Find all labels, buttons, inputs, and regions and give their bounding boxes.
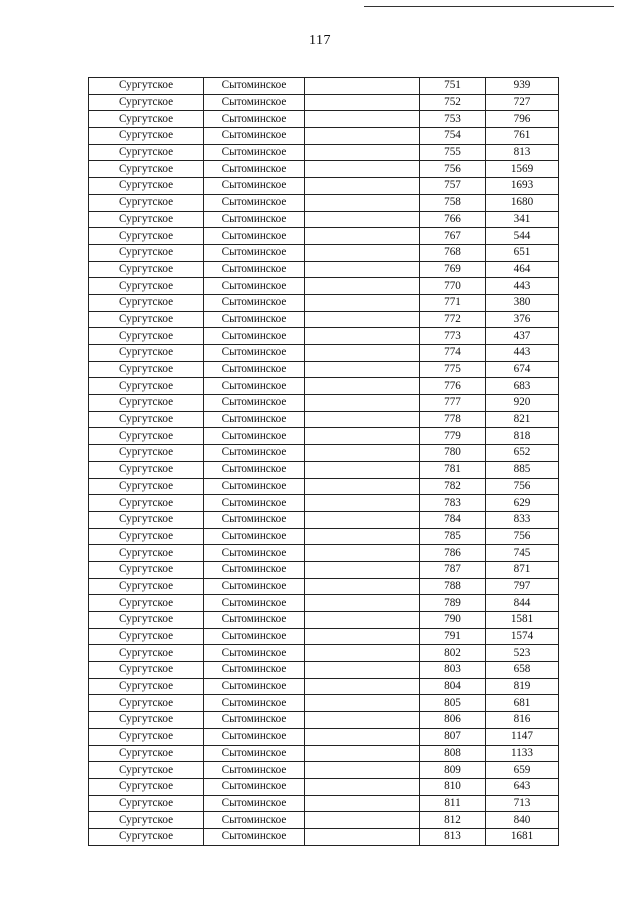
area-cell: Сытоминское — [204, 712, 305, 729]
field-cell: Сургутское — [89, 762, 204, 779]
blank-cell — [305, 628, 420, 645]
area-cell: Сытоминское — [204, 595, 305, 612]
table-row — [89, 728, 559, 745]
field-cell: Сургутское — [89, 578, 204, 595]
blank-cell — [305, 144, 420, 161]
number-cell: 783 — [420, 495, 486, 512]
area-cell: Сытоминское — [204, 662, 305, 679]
field-cell: Сургутское — [89, 745, 204, 762]
number-cell: 756 — [420, 161, 486, 178]
blank-cell — [305, 395, 420, 412]
blank-cell — [305, 361, 420, 378]
area-cell: Сытоминское — [204, 478, 305, 495]
area-cell: Сытоминское — [204, 311, 305, 328]
number-cell: 768 — [420, 244, 486, 261]
number-cell: 776 — [420, 378, 486, 395]
value-cell: 796 — [486, 111, 559, 128]
field-cell: Сургутское — [89, 712, 204, 729]
field-cell: Сургутское — [89, 795, 204, 812]
blank-cell — [305, 578, 420, 595]
table-row — [89, 228, 559, 245]
value-cell: 871 — [486, 561, 559, 578]
blank-cell — [305, 161, 420, 178]
area-cell: Сытоминское — [204, 378, 305, 395]
table-row — [89, 278, 559, 295]
value-cell: 756 — [486, 528, 559, 545]
value-cell: 939 — [486, 78, 559, 95]
value-cell: 683 — [486, 378, 559, 395]
number-cell: 773 — [420, 328, 486, 345]
field-cell: Сургутское — [89, 161, 204, 178]
area-cell: Сытоминское — [204, 345, 305, 362]
table-row — [89, 211, 559, 228]
field-cell: Сургутское — [89, 178, 204, 195]
value-cell: 681 — [486, 695, 559, 712]
value-cell: 651 — [486, 244, 559, 261]
value-cell: 643 — [486, 778, 559, 795]
area-cell: Сытоминское — [204, 745, 305, 762]
value-cell: 1574 — [486, 628, 559, 645]
area-cell: Сытоминское — [204, 445, 305, 462]
table-row — [89, 395, 559, 412]
blank-cell — [305, 795, 420, 812]
number-cell: 753 — [420, 111, 486, 128]
number-cell: 779 — [420, 428, 486, 445]
area-cell: Сытоминское — [204, 161, 305, 178]
table-row — [89, 194, 559, 211]
number-cell: 790 — [420, 612, 486, 629]
number-cell: 806 — [420, 712, 486, 729]
table-row — [89, 128, 559, 145]
field-cell: Сургутское — [89, 561, 204, 578]
blank-cell — [305, 278, 420, 295]
value-cell: 727 — [486, 94, 559, 111]
data-table — [88, 77, 559, 846]
number-cell: 767 — [420, 228, 486, 245]
blank-cell — [305, 78, 420, 95]
table-row — [89, 445, 559, 462]
table-row — [89, 812, 559, 829]
blank-cell — [305, 345, 420, 362]
value-cell: 818 — [486, 428, 559, 445]
blank-cell — [305, 495, 420, 512]
table-row — [89, 528, 559, 545]
value-cell: 797 — [486, 578, 559, 595]
field-cell: Сургутское — [89, 378, 204, 395]
field-cell: Сургутское — [89, 612, 204, 629]
table-row — [89, 361, 559, 378]
field-cell: Сургутское — [89, 645, 204, 662]
area-cell: Сытоминское — [204, 178, 305, 195]
number-cell: 809 — [420, 762, 486, 779]
area-cell: Сытоминское — [204, 78, 305, 95]
blank-cell — [305, 445, 420, 462]
table-row — [89, 578, 559, 595]
table-row — [89, 712, 559, 729]
field-cell: Сургутское — [89, 411, 204, 428]
field-cell: Сургутское — [89, 228, 204, 245]
value-cell: 659 — [486, 762, 559, 779]
blank-cell — [305, 461, 420, 478]
value-cell: 821 — [486, 411, 559, 428]
field-cell: Сургутское — [89, 311, 204, 328]
table-row — [89, 328, 559, 345]
table-row — [89, 595, 559, 612]
blank-cell — [305, 745, 420, 762]
number-cell: 784 — [420, 511, 486, 528]
area-cell: Сытоминское — [204, 645, 305, 662]
number-cell: 755 — [420, 144, 486, 161]
area-cell: Сытоминское — [204, 461, 305, 478]
field-cell: Сургутское — [89, 528, 204, 545]
value-cell: 437 — [486, 328, 559, 345]
field-cell: Сургутское — [89, 328, 204, 345]
number-cell: 754 — [420, 128, 486, 145]
number-cell: 802 — [420, 645, 486, 662]
blank-cell — [305, 762, 420, 779]
field-cell: Сургутское — [89, 345, 204, 362]
table-row — [89, 461, 559, 478]
number-cell: 811 — [420, 795, 486, 812]
blank-cell — [305, 662, 420, 679]
number-cell: 777 — [420, 395, 486, 412]
value-cell: 1569 — [486, 161, 559, 178]
table-row — [89, 778, 559, 795]
table-row — [89, 345, 559, 362]
blank-cell — [305, 411, 420, 428]
field-cell: Сургутское — [89, 595, 204, 612]
value-cell: 658 — [486, 662, 559, 679]
value-cell: 816 — [486, 712, 559, 729]
blank-cell — [305, 712, 420, 729]
area-cell: Сытоминское — [204, 828, 305, 845]
blank-cell — [305, 612, 420, 629]
blank-cell — [305, 244, 420, 261]
value-cell: 920 — [486, 395, 559, 412]
number-cell: 782 — [420, 478, 486, 495]
number-cell: 788 — [420, 578, 486, 595]
area-cell: Сытоминское — [204, 495, 305, 512]
area-cell: Сытоминское — [204, 695, 305, 712]
table-row — [89, 561, 559, 578]
area-cell: Сытоминское — [204, 261, 305, 278]
area-cell: Сытоминское — [204, 678, 305, 695]
value-cell: 885 — [486, 461, 559, 478]
number-cell: 807 — [420, 728, 486, 745]
table-body — [89, 78, 559, 846]
area-cell: Сытоминское — [204, 561, 305, 578]
value-cell: 713 — [486, 795, 559, 812]
blank-cell — [305, 178, 420, 195]
area-cell: Сытоминское — [204, 545, 305, 562]
area-cell: Сытоминское — [204, 194, 305, 211]
blank-cell — [305, 561, 420, 578]
top-rule — [364, 6, 614, 7]
blank-cell — [305, 194, 420, 211]
blank-cell — [305, 228, 420, 245]
number-cell: 778 — [420, 411, 486, 428]
number-cell: 803 — [420, 662, 486, 679]
area-cell: Сытоминское — [204, 361, 305, 378]
number-cell: 805 — [420, 695, 486, 712]
table-row — [89, 244, 559, 261]
value-cell: 1680 — [486, 194, 559, 211]
number-cell: 766 — [420, 211, 486, 228]
field-cell: Сургутское — [89, 545, 204, 562]
blank-cell — [305, 378, 420, 395]
number-cell: 774 — [420, 345, 486, 362]
area-cell: Сытоминское — [204, 778, 305, 795]
number-cell: 812 — [420, 812, 486, 829]
blank-cell — [305, 328, 420, 345]
blank-cell — [305, 728, 420, 745]
value-cell: 464 — [486, 261, 559, 278]
blank-cell — [305, 211, 420, 228]
number-cell: 810 — [420, 778, 486, 795]
blank-cell — [305, 428, 420, 445]
blank-cell — [305, 595, 420, 612]
number-cell: 775 — [420, 361, 486, 378]
table-row — [89, 612, 559, 629]
value-cell: 544 — [486, 228, 559, 245]
table-row — [89, 545, 559, 562]
value-cell: 674 — [486, 361, 559, 378]
field-cell: Сургутское — [89, 511, 204, 528]
field-cell: Сургутское — [89, 428, 204, 445]
area-cell: Сытоминское — [204, 395, 305, 412]
field-cell: Сургутское — [89, 478, 204, 495]
blank-cell — [305, 128, 420, 145]
area-cell: Сытоминское — [204, 428, 305, 445]
table-row — [89, 695, 559, 712]
table-row — [89, 495, 559, 512]
blank-cell — [305, 294, 420, 311]
blank-cell — [305, 778, 420, 795]
blank-cell — [305, 478, 420, 495]
number-cell: 791 — [420, 628, 486, 645]
table-row — [89, 795, 559, 812]
table-row — [89, 78, 559, 95]
value-cell: 745 — [486, 545, 559, 562]
number-cell: 757 — [420, 178, 486, 195]
value-cell: 840 — [486, 812, 559, 829]
field-cell: Сургутское — [89, 278, 204, 295]
table-row — [89, 111, 559, 128]
table-row — [89, 645, 559, 662]
table-row — [89, 828, 559, 845]
value-cell: 844 — [486, 595, 559, 612]
number-cell: 758 — [420, 194, 486, 211]
number-cell: 772 — [420, 311, 486, 328]
table-row — [89, 762, 559, 779]
number-cell: 808 — [420, 745, 486, 762]
table-row — [89, 144, 559, 161]
field-cell: Сургутское — [89, 778, 204, 795]
area-cell: Сытоминское — [204, 528, 305, 545]
blank-cell — [305, 261, 420, 278]
area-cell: Сытоминское — [204, 228, 305, 245]
table-row — [89, 178, 559, 195]
field-cell: Сургутское — [89, 78, 204, 95]
area-cell: Сытоминское — [204, 144, 305, 161]
area-cell: Сытоминское — [204, 128, 305, 145]
number-cell: 785 — [420, 528, 486, 545]
number-cell: 752 — [420, 94, 486, 111]
number-cell: 804 — [420, 678, 486, 695]
table-row — [89, 428, 559, 445]
number-cell: 751 — [420, 78, 486, 95]
value-cell: 761 — [486, 128, 559, 145]
area-cell: Сытоминское — [204, 795, 305, 812]
field-cell: Сургутское — [89, 94, 204, 111]
table-row — [89, 261, 559, 278]
field-cell: Сургутское — [89, 695, 204, 712]
value-cell: 1581 — [486, 612, 559, 629]
area-cell: Сытоминское — [204, 328, 305, 345]
area-cell: Сытоминское — [204, 628, 305, 645]
blank-cell — [305, 528, 420, 545]
number-cell: 770 — [420, 278, 486, 295]
blank-cell — [305, 828, 420, 845]
table-row — [89, 628, 559, 645]
area-cell: Сытоминское — [204, 94, 305, 111]
table-row — [89, 678, 559, 695]
value-cell: 1693 — [486, 178, 559, 195]
value-cell: 523 — [486, 645, 559, 662]
table-row — [89, 411, 559, 428]
field-cell: Сургутское — [89, 678, 204, 695]
field-cell: Сургутское — [89, 728, 204, 745]
table-row — [89, 94, 559, 111]
area-cell: Сытоминское — [204, 728, 305, 745]
field-cell: Сургутское — [89, 395, 204, 412]
area-cell: Сытоминское — [204, 294, 305, 311]
field-cell: Сургутское — [89, 361, 204, 378]
table-row — [89, 745, 559, 762]
area-cell: Сытоминское — [204, 411, 305, 428]
field-cell: Сургутское — [89, 628, 204, 645]
value-cell: 443 — [486, 278, 559, 295]
area-cell: Сытоминское — [204, 612, 305, 629]
area-cell: Сытоминское — [204, 762, 305, 779]
number-cell: 769 — [420, 261, 486, 278]
number-cell: 789 — [420, 595, 486, 612]
blank-cell — [305, 695, 420, 712]
value-cell: 380 — [486, 294, 559, 311]
page-number: 117 — [309, 33, 331, 48]
field-cell: Сургутское — [89, 495, 204, 512]
blank-cell — [305, 111, 420, 128]
field-cell: Сургутское — [89, 461, 204, 478]
field-cell: Сургутское — [89, 828, 204, 845]
value-cell: 341 — [486, 211, 559, 228]
blank-cell — [305, 545, 420, 562]
field-cell: Сургутское — [89, 445, 204, 462]
field-cell: Сургутское — [89, 244, 204, 261]
table-row — [89, 511, 559, 528]
field-cell: Сургутское — [89, 144, 204, 161]
value-cell: 1681 — [486, 828, 559, 845]
number-cell: 780 — [420, 445, 486, 462]
table-row — [89, 378, 559, 395]
value-cell: 629 — [486, 495, 559, 512]
value-cell: 443 — [486, 345, 559, 362]
field-cell: Сургутское — [89, 662, 204, 679]
value-cell: 813 — [486, 144, 559, 161]
table-row — [89, 478, 559, 495]
value-cell: 833 — [486, 511, 559, 528]
number-cell: 813 — [420, 828, 486, 845]
area-cell: Сытоминское — [204, 244, 305, 261]
area-cell: Сытоминское — [204, 511, 305, 528]
value-cell: 1147 — [486, 728, 559, 745]
field-cell: Сургутское — [89, 128, 204, 145]
field-cell: Сургутское — [89, 211, 204, 228]
table-row — [89, 662, 559, 679]
value-cell: 819 — [486, 678, 559, 695]
table-row — [89, 161, 559, 178]
value-cell: 376 — [486, 311, 559, 328]
number-cell: 787 — [420, 561, 486, 578]
area-cell: Сытоминское — [204, 278, 305, 295]
value-cell: 652 — [486, 445, 559, 462]
table-row — [89, 311, 559, 328]
area-cell: Сытоминское — [204, 111, 305, 128]
field-cell: Сургутское — [89, 294, 204, 311]
blank-cell — [305, 94, 420, 111]
field-cell: Сургутское — [89, 111, 204, 128]
field-cell: Сургутское — [89, 194, 204, 211]
number-cell: 781 — [420, 461, 486, 478]
field-cell: Сургутское — [89, 812, 204, 829]
blank-cell — [305, 511, 420, 528]
blank-cell — [305, 678, 420, 695]
value-cell: 756 — [486, 478, 559, 495]
blank-cell — [305, 812, 420, 829]
area-cell: Сытоминское — [204, 812, 305, 829]
area-cell: Сытоминское — [204, 578, 305, 595]
value-cell: 1133 — [486, 745, 559, 762]
number-cell: 786 — [420, 545, 486, 562]
blank-cell — [305, 311, 420, 328]
area-cell: Сытоминское — [204, 211, 305, 228]
blank-cell — [305, 645, 420, 662]
field-cell: Сургутское — [89, 261, 204, 278]
table-row — [89, 294, 559, 311]
number-cell: 771 — [420, 294, 486, 311]
